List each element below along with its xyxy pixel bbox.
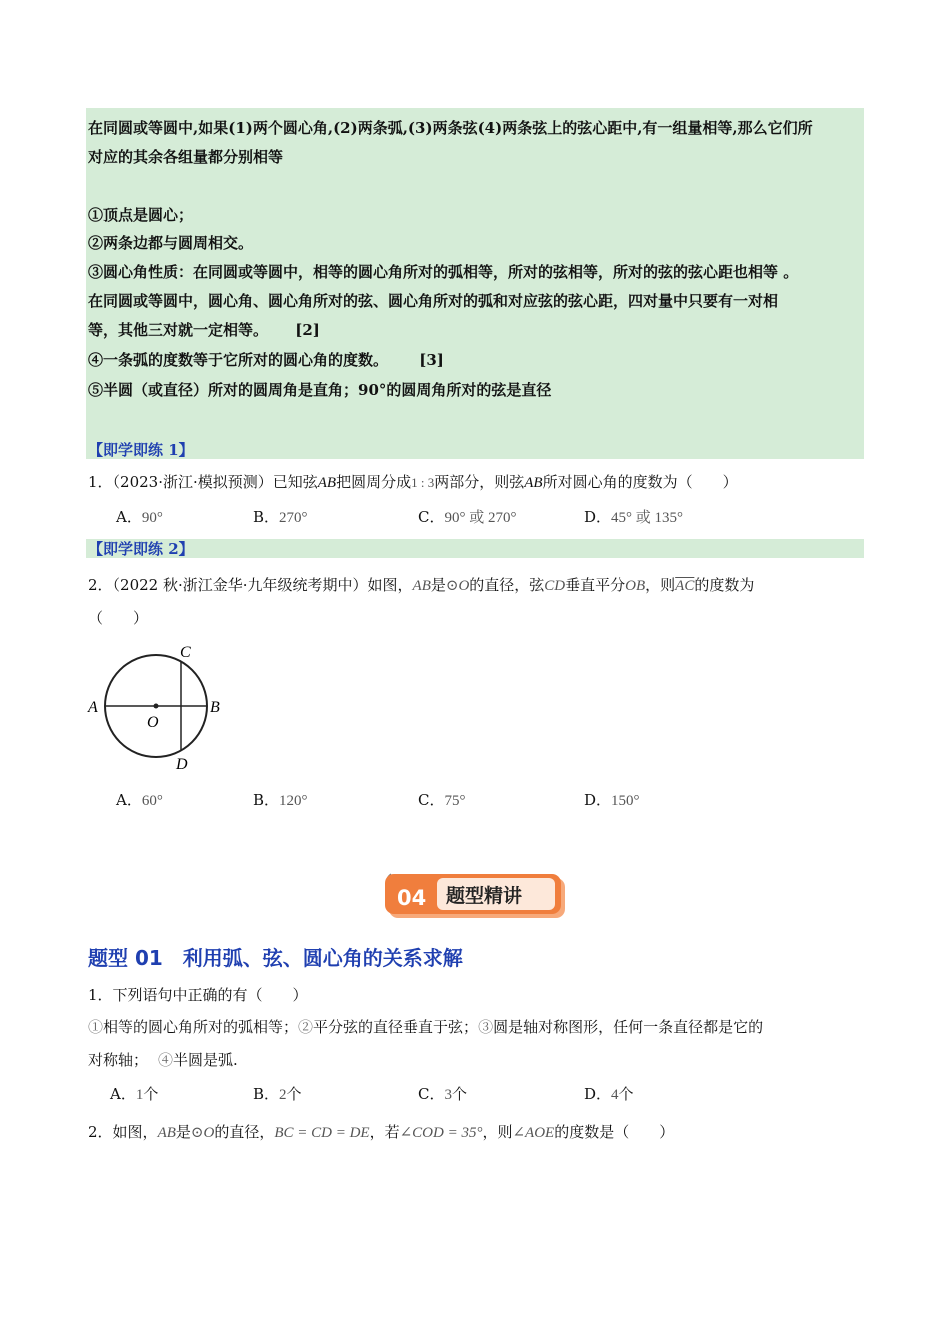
option-label: B． — [253, 508, 280, 526]
option-label: C． — [418, 1085, 445, 1103]
q-text: ，则 — [482, 1123, 513, 1141]
q-text: 如图， — [112, 1123, 158, 1141]
practice1-option-b[interactable] — [253, 507, 308, 528]
math-ab: AB — [317, 475, 337, 491]
summary-point-7: ⑤半圆（或直径）所对的圆周角是直角；90°的圆周角所对的弦是直径 — [88, 381, 552, 399]
q-text: ，则 — [645, 576, 676, 594]
practice2-option-d[interactable] — [584, 790, 640, 811]
q-text: 把圆周分成 — [336, 473, 412, 491]
practice1-tag: 【即学即练 1】 — [88, 441, 194, 459]
math-angle-cod: ∠COD = 35° — [399, 1125, 483, 1141]
circled-number-3: ③ — [478, 1018, 494, 1036]
practice2-tag: 【即学即练 2】 — [88, 540, 194, 558]
circled-number-2: ② — [298, 1018, 314, 1036]
practice1-question — [88, 472, 738, 493]
type01-heading: 题型 01 利用弧、弦、圆心角的关系求解 — [88, 946, 463, 970]
practice2-tag-bar — [86, 539, 864, 558]
statement-1: 相等的圆心角所对的弧相等； — [103, 1018, 299, 1036]
option-value: 270° — [279, 510, 308, 526]
option-unit: 个 — [143, 1085, 159, 1103]
statement-4: 半圆是弧. — [173, 1051, 238, 1069]
math-ab: AB — [412, 578, 431, 594]
option-value: 90° 或 270° — [444, 510, 517, 526]
summary-rule-cont: 对应的其余各组量都分别相等 — [88, 148, 284, 166]
q-number: 1． — [88, 986, 113, 1004]
math-ratio: 1 : 3 — [411, 475, 435, 490]
option-value: 120° — [279, 793, 308, 809]
label-d: D — [176, 756, 188, 773]
section-number: 04 — [397, 886, 427, 910]
section-title: 题型精讲 — [446, 885, 523, 907]
practice1-option-d[interactable] — [584, 507, 683, 528]
circled-number-4: ④ — [158, 1051, 174, 1069]
circle-figure — [84, 640, 234, 776]
option-label: B． — [253, 1085, 280, 1103]
practice2-option-c[interactable] — [418, 790, 465, 811]
type01-q1-option-a[interactable] — [110, 1084, 158, 1105]
option-label: D． — [584, 1085, 612, 1103]
math-cd: CD — [544, 578, 566, 594]
summary-point-5 — [88, 320, 320, 340]
practice2-option-a[interactable] — [116, 790, 163, 811]
option-unit: 个 — [286, 1085, 302, 1103]
q-text: 是 — [430, 576, 446, 594]
q-number: 1． — [88, 473, 113, 491]
option-label: A． — [110, 1085, 136, 1103]
reference-3[interactable]: [3] — [419, 351, 444, 369]
label-a: A — [88, 699, 98, 716]
q-number: 2． — [88, 576, 113, 594]
option-unit: 个 — [618, 1085, 634, 1103]
option-label: D． — [584, 791, 612, 809]
option-label: C． — [418, 508, 445, 526]
summary-point-2: ②两条边都与圆周相交。 — [88, 234, 254, 252]
option-label: A． — [116, 791, 142, 809]
q-text: 所对圆心角的度数为（ ） — [542, 473, 738, 491]
reference-2[interactable]: [2] — [295, 321, 320, 339]
practice1-option-c[interactable] — [418, 507, 516, 528]
type01-statements-cont — [88, 1050, 238, 1070]
label-o: O — [147, 714, 159, 731]
math-circle-o: ⊙O — [445, 578, 470, 594]
math-ab: AB — [157, 1125, 176, 1141]
section-banner — [385, 872, 567, 920]
option-value: 45° 或 135° — [611, 510, 684, 526]
summary-point-3: ③圆心角性质：在同圆或等圆中，相等的圆心角所对的弧相等，所对的弦相等，所对的弦的弦心距也相等 。 — [88, 263, 799, 281]
q-text: 的直径， — [214, 1123, 275, 1141]
option-value: 75° — [444, 793, 466, 809]
option-value: 3 — [444, 1087, 452, 1103]
statement-3: 圆是轴对称图形，任何一条直径都是它的 — [493, 1018, 764, 1036]
type01-statements — [88, 1017, 763, 1037]
option-value: 1 — [135, 1087, 144, 1103]
label-b: B — [210, 699, 220, 716]
math-ab: AB — [524, 475, 543, 491]
q-text: 两部分，则弦 — [434, 473, 525, 491]
math-ob: OB — [625, 578, 646, 594]
summary-point-6-text: ④一条弧的度数等于它所对的圆心角的度数。 — [88, 351, 389, 369]
option-value: 90° — [141, 510, 163, 526]
option-value: 4 — [611, 1087, 619, 1103]
q-text: 是 — [175, 1123, 191, 1141]
option-label: A． — [116, 508, 142, 526]
summary-point-1: ①顶点是圆心； — [88, 206, 194, 224]
type01-q2 — [88, 1122, 674, 1143]
summary-rule: 在同圆或等圆中,如果(1)两个圆心角,(2)两条弧,(3)两条弦(4)两条弦上的弦心距中,有一组量相等,那么它们所 — [88, 119, 813, 137]
statement-2: 平分弦的直径垂直于弦； — [313, 1018, 479, 1036]
practice2-option-b[interactable] — [253, 790, 308, 811]
summary-point-5-text: 等，其他三对就一定相等。 — [88, 321, 269, 339]
option-label: D． — [584, 508, 612, 526]
option-label: C． — [418, 791, 445, 809]
q-text: 下列语句中正确的有（ ） — [112, 986, 308, 1004]
math-arc-ac: $\overline{AC}$ — [675, 578, 695, 594]
option-value: 60° — [141, 793, 163, 809]
math-arc-equation: BC = CD = DE — [274, 1125, 370, 1141]
statement-3-cont: 对称轴； — [88, 1051, 149, 1069]
summary-point-4: 在同圆或等圆中，圆心角、圆心角所对的弦、圆心角所对的弧和对应弦的弦心距，四对量中只要有一对相 — [88, 292, 779, 310]
type01-q1 — [88, 985, 308, 1005]
type01-q1-option-b[interactable] — [253, 1084, 302, 1105]
q-text: 垂直平分 — [565, 576, 626, 594]
q-text: 的度数为 — [694, 576, 755, 594]
option-value: 150° — [611, 793, 640, 809]
q-text: （2023·浙江·模拟预测）已知弦 — [112, 473, 318, 491]
q-text: （2022 秋·浙江金华·九年级统考期中）如图， — [112, 576, 413, 594]
option-value: 2 — [279, 1087, 287, 1103]
math-angle-aoe: ∠AOE — [512, 1125, 555, 1141]
practice1-option-a[interactable] — [116, 507, 163, 528]
q-text: 的度数是（ ） — [554, 1123, 675, 1141]
summary-point-6 — [88, 350, 444, 370]
q-text: ，若 — [369, 1123, 400, 1141]
circled-number-1: ① — [88, 1018, 104, 1036]
option-unit: 个 — [451, 1085, 467, 1103]
option-label: B． — [253, 791, 280, 809]
q-text: 的直径，弦 — [469, 576, 545, 594]
practice1-tag-bar — [86, 440, 864, 459]
type01-q1-option-d[interactable] — [584, 1084, 634, 1105]
label-c: C — [180, 644, 191, 661]
math-circle-o: ⊙O — [190, 1125, 215, 1141]
type01-q1-option-c[interactable] — [418, 1084, 467, 1105]
practice2-question — [88, 575, 754, 596]
practice2-paren: （ ） — [88, 609, 149, 627]
q-number: 2． — [88, 1123, 113, 1141]
center-point — [154, 704, 159, 709]
